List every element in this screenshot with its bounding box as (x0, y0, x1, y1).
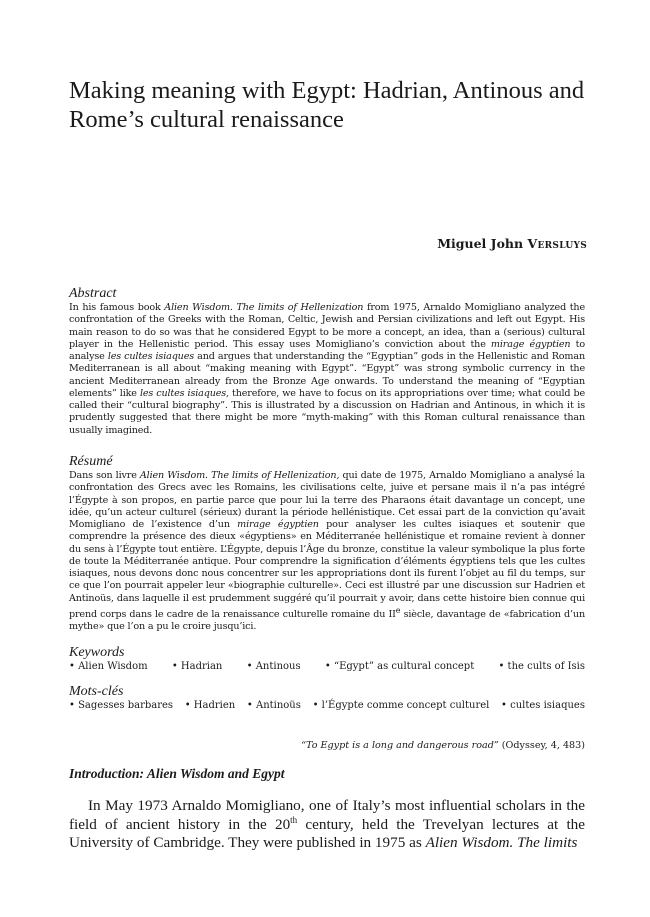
motscles-item: • Hadrien (184, 700, 236, 711)
resume-text: Dans son livre Alien Wisdom. The limits of Hellenization, qui date de 1975, Arnaldo Momigliano a analysé la confrontation des Grecs avec les Romains, les civilisations celte, juive et persane mais il n’a pas intégré l’Égypte à son propos, en partie parce que pour lui la terre des Pharaons était davantage un concept, une idée, qu’un acteur culturel (sérieux) durant la période hellénistique. Cet essai part de la conviction qu’avait Momigliano de l’existence d’un mirage égyptien pour analyser les cultes isiaques et soutenir que comprendre la présence des dieux «égyptiens» en Méditerranée hellénistique et romaine revient à donner du sens à l’Égypte tout entière. L’Égypte, depuis l’Âge du bronze, constitue la valeur symbolique la plus forte de toute la Méditerranée antique. Pour comprendre la signification d’éléments égyptiens tels que les cultes isiaques, nous devons donc nous concentrer sur les appropriations dont ils furent l’objet au fil du temps, sur ce que l’on pourrait appeler leur «biographie culturelle». Ceci est illustré par une discussion sur Hadrien et Antinoüs, dans laquelle il est prudemment suggéré qu’il pourrait y avoir, dans cette histoire bien connue qui prend corps dans le cadre de la renaissance culturelle romaine du IIe siècle, davantage de «fabrication d’un mythe» que l’on a pu le croire jusqu’ici. (69, 470, 586, 633)
author-surname: Versluys (527, 236, 587, 251)
author-given-name: Miguel John (437, 236, 524, 251)
motscles-item: • cultes isiaques (501, 700, 585, 711)
keyword-item: • Hadrian (171, 661, 223, 672)
article-title: Making meaning with Egypt: Hadrian, Antinous and Rome’s cultural renaissance (69, 77, 585, 133)
motscles-list (69, 700, 585, 711)
motscles-heading: Mots-clés (69, 684, 124, 699)
resume-heading: Résumé (69, 454, 113, 469)
keyword-item: • the cults of Isis (498, 661, 585, 672)
intro-paragraph: In May 1973 Arnaldo Momigliano, one of Italy’s most influential scholars in the field of ancient history in the 20th century, held the Trevelyan lectures at the University of Cambridge. They were published in 1975 as Alien Wisdom. The limits (69, 797, 585, 851)
keyword-item: • “Egypt” as cultural concept (324, 661, 475, 672)
epigraph-source: (Odyssey, 4, 483) (498, 740, 585, 751)
abstract-text: In his famous book Alien Wisdom. The limits of Hellenization from 1975, Arnaldo Momigliano analyzed the confrontation of the Greeks with the Roman, Celtic, Jewish and Persian civilizations and left out Egypt. His main reason to do so was that he considered Egypt to be more a concept, an idea, than a (serious) cultural player in the Hellenistic period. This essay uses Momigliano’s conviction about the mirage égyptien to analyse les cultes isiaques and argues that understanding the “Egyptian” gods in the Hellenistic and Roman Mediterranean is all about “making meaning with Egypt”. “Egypt” was strong symbolic currency in the ancient Mediterranean already from the Bronze Age onwards. To understand the meaning of “Egyptian elements” like les cultes isiaques, therefore, we have to focus on its appropriations over time; what could be called their “cultural biography”. This is illustrated by a discussion on Hadrian and Antinous, in which it is prudently suggested that there might be more “myth-making” with this Roman cultural renaissance than usually imagined. (69, 302, 585, 436)
abstract-heading: Abstract (69, 286, 117, 301)
motscles-item: • l’Égypte comme concept culturel (312, 700, 490, 711)
keyword-item: • Alien Wisdom (69, 661, 148, 672)
intro-heading: Introduction: Alien Wisdom and Egypt (69, 766, 285, 781)
keyword-item: • Antinous (246, 661, 301, 672)
author-name (437, 236, 587, 251)
keywords-heading: Keywords (69, 645, 125, 660)
motscles-item: • Sagesses barbares (69, 700, 174, 711)
epigraph (301, 740, 585, 751)
keywords-list (69, 661, 585, 672)
motscles-item: • Antinoüs (246, 700, 301, 711)
epigraph-quote: “To Egypt is a long and dangerous road” (301, 740, 499, 751)
